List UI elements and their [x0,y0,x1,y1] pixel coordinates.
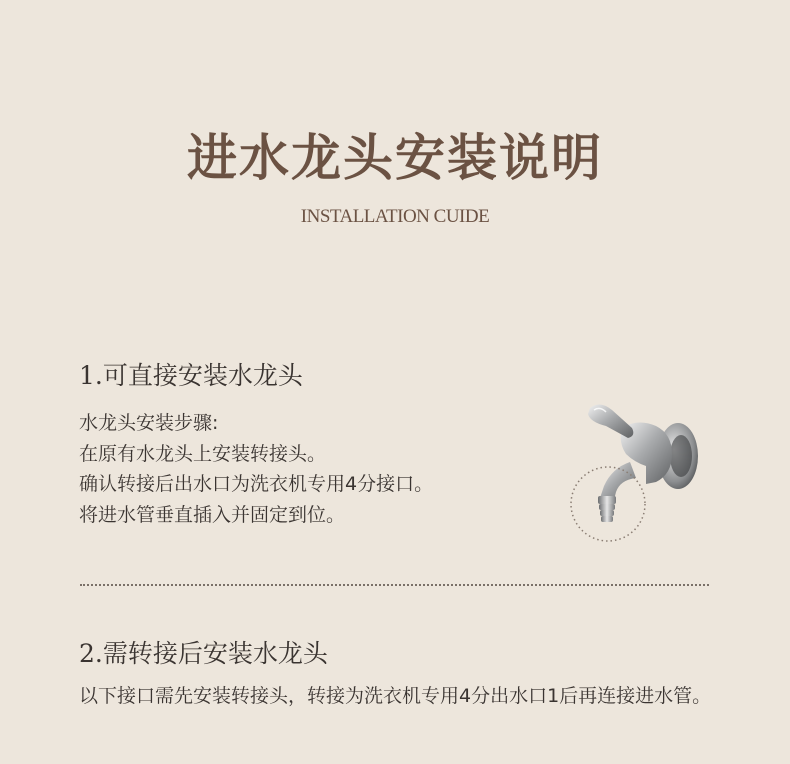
step-line: 在原有水龙头上安装转接头。 [79,442,327,465]
section1-heading: 1.可直接安装水龙头 [79,361,303,390]
page-title: 进水龙头安装说明 [187,128,603,187]
section1-steps [79,408,433,530]
step-line: 水龙头安装步骤: [79,412,219,434]
section-divider [80,584,709,586]
faucet-illustration [560,388,710,548]
section2-heading: 2.需转接后安装水龙头 [79,639,328,668]
page-subtitle: INSTALLATION CUIDE [300,206,490,227]
section2-description: 以下接口需先安装转接头，转接为洗衣机专用4分出水口1后再连接进水管。 [79,685,712,707]
step-line: 将进水管垂直插入并固定到位。 [79,503,346,526]
step-line: 确认转接后出水口为洗衣机专用4分接口。 [79,473,434,495]
